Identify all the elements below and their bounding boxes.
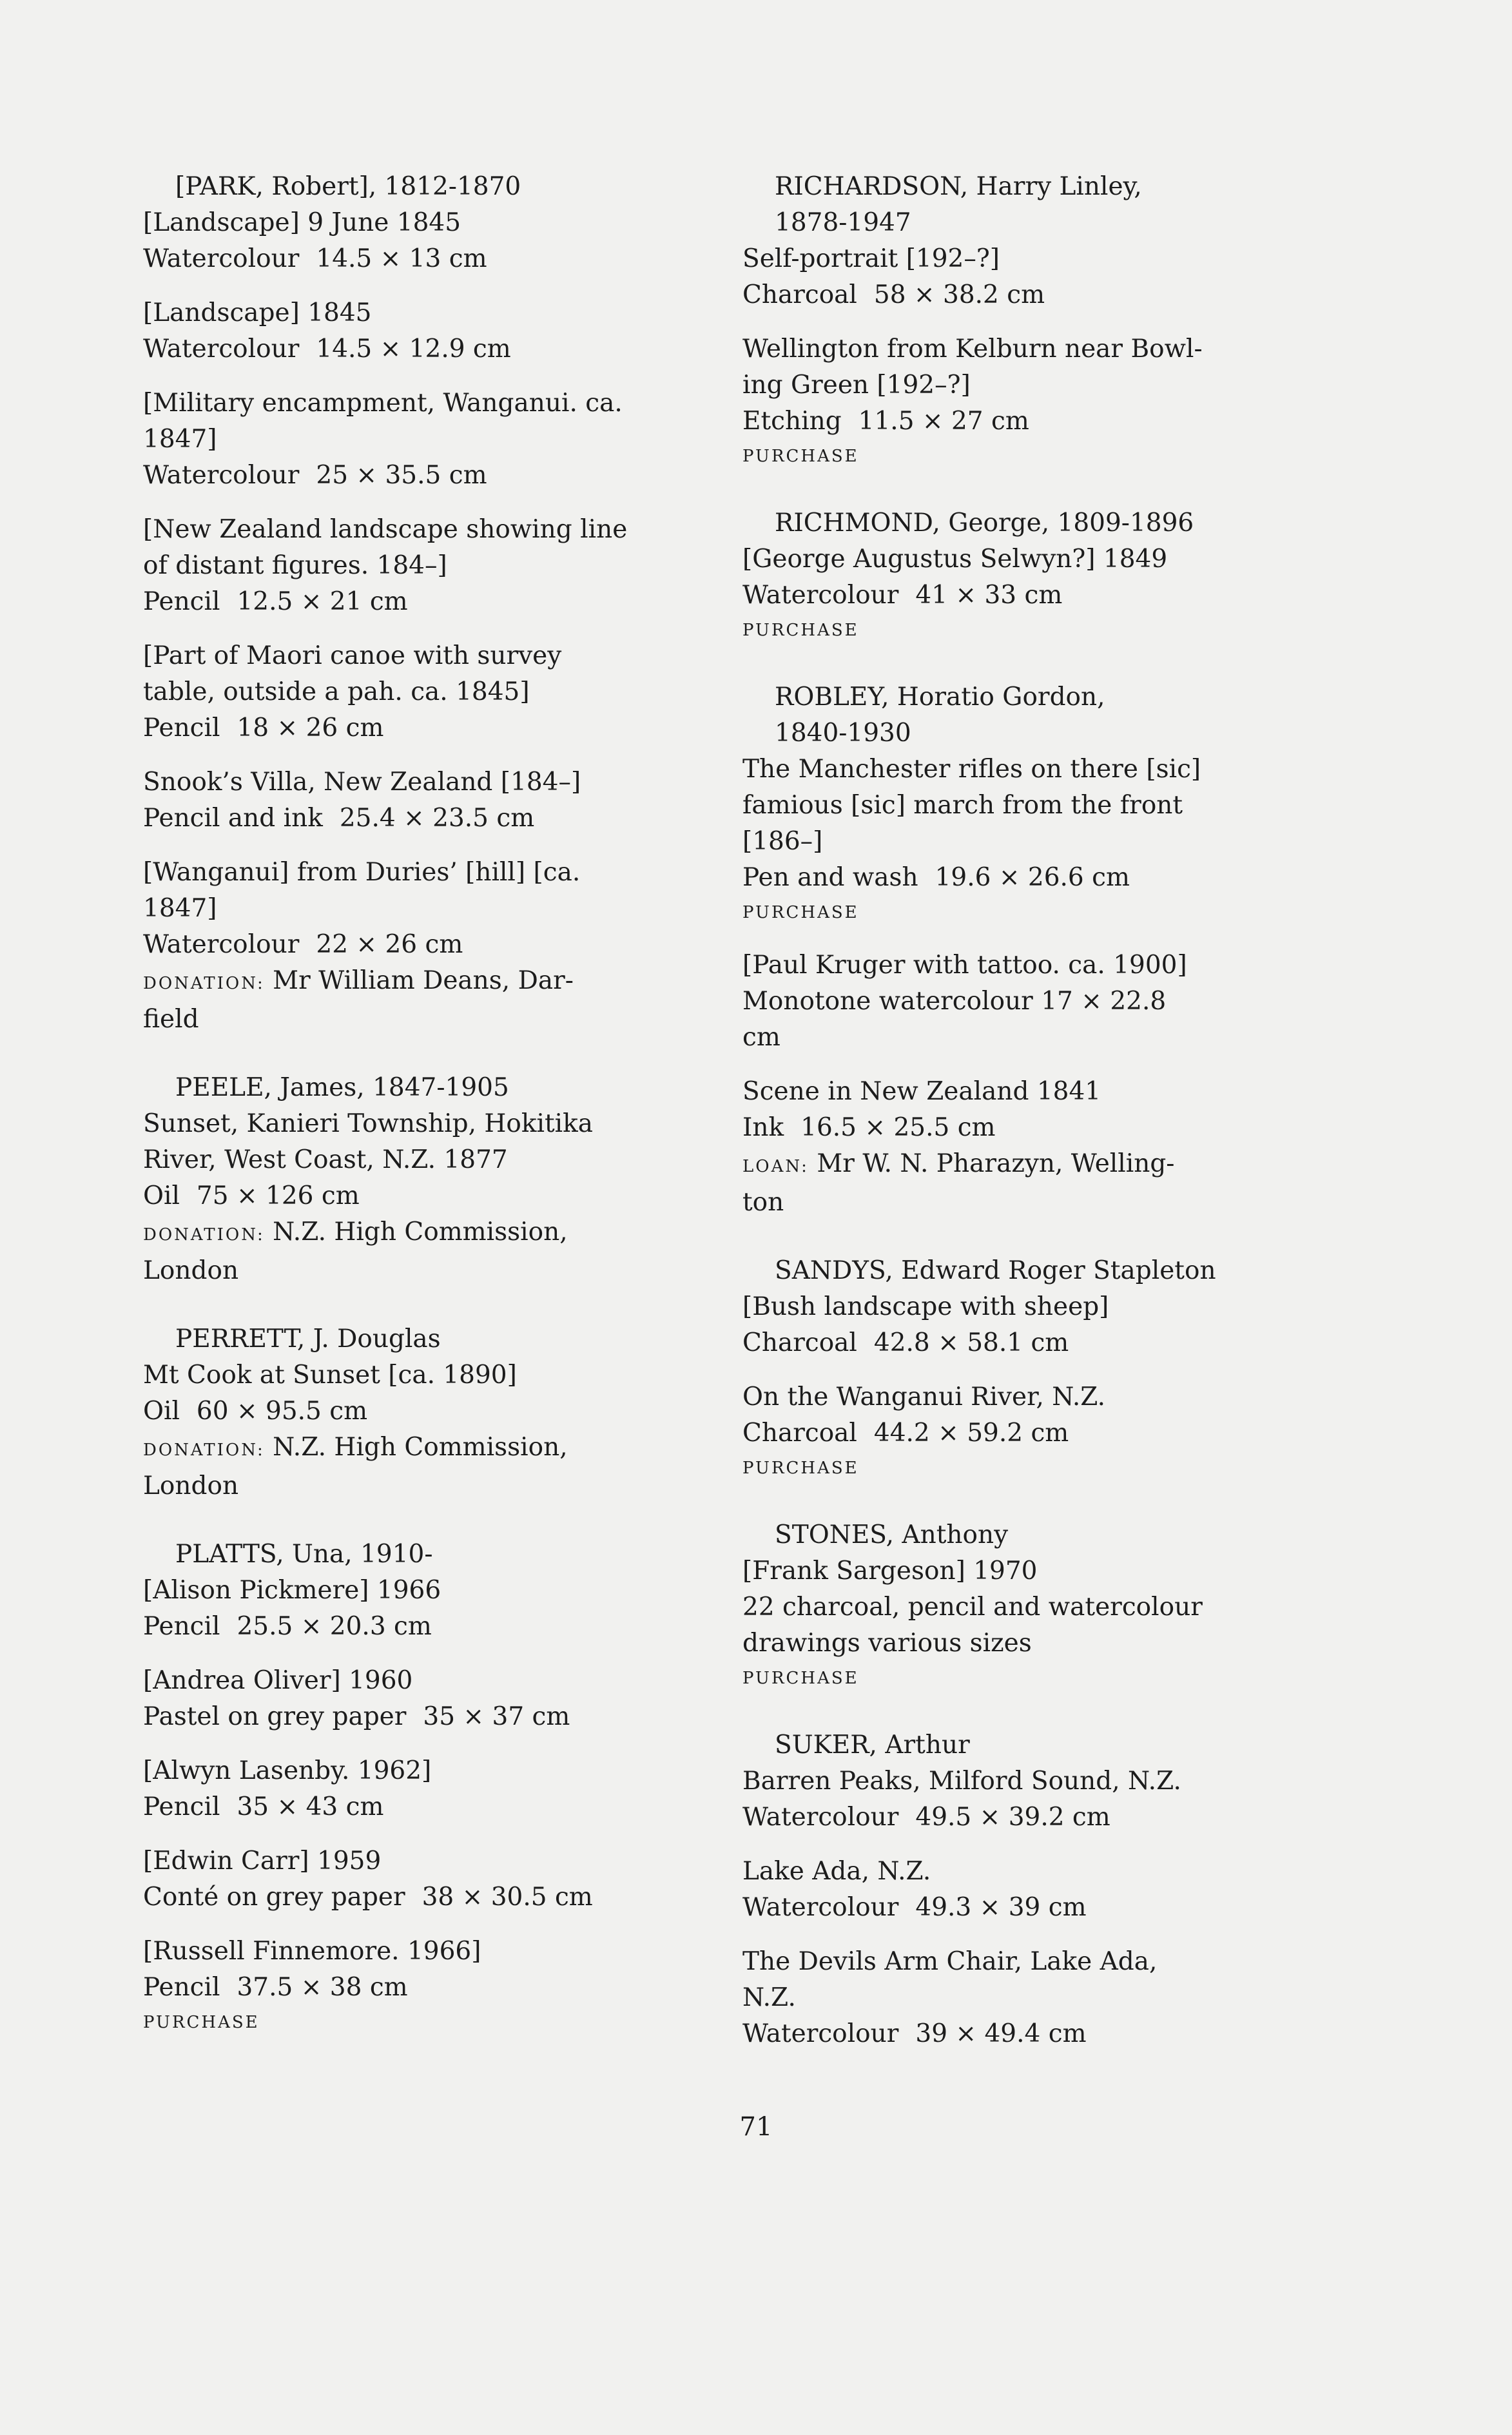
work-medium: [742, 860, 1252, 896]
medium-text: Etching: [742, 407, 842, 436]
provenance-note-continued: London: [143, 1256, 239, 1285]
work-title: Lake Ada, N.Z.: [742, 1857, 931, 1886]
medium-text: Pencil: [143, 1792, 220, 1821]
artist-name: PEELE, James, 1847-1905: [175, 1073, 509, 1102]
work-medium: [742, 577, 1252, 614]
medium-text: Pencil: [143, 713, 220, 742]
artist-entry-suker: [742, 1727, 1252, 2052]
catalogue-item: [742, 1763, 1252, 1836]
medium-text: Watercolour: [143, 335, 300, 364]
work-title-line: [Part of Maori canoe with survey: [143, 641, 562, 670]
catalogue-item: [742, 241, 1252, 313]
work-medium: [143, 1699, 652, 1735]
catalogue-item: [143, 1357, 652, 1504]
medium-text: Charcoal: [742, 280, 857, 309]
dimensions: 39 × 49.4 cm: [915, 2019, 1087, 2048]
medium-text: Watercolour: [742, 1893, 899, 1922]
catalogue-item: [143, 295, 652, 367]
catalogue-item: [742, 1944, 1252, 2052]
catalogue-item: [143, 638, 652, 746]
catalogue-item: [742, 752, 1252, 929]
artist-entry-platts: [143, 1537, 652, 2039]
catalogue-item: [143, 1106, 652, 1289]
work-title: [Andrea Oliver] 1960: [143, 1666, 413, 1695]
acquisition-note: PURCHASE: [742, 1669, 859, 1688]
work-title: [Alison Pickmere] 1966: [143, 1576, 441, 1605]
work-medium: [143, 584, 652, 620]
catalogue-item: [742, 541, 1252, 647]
dimensions: 18 × 26 cm: [237, 713, 384, 742]
catalogue-item: [742, 947, 1252, 1056]
dimensions: 35 × 43 cm: [237, 1792, 384, 1821]
artist-name: SUKER, Arthur: [775, 1731, 970, 1760]
dimensions: 11.5 × 27 cm: [858, 407, 1029, 436]
work-medium: [143, 241, 652, 277]
work-medium: [742, 2016, 1252, 2052]
work-title-line: famious [sic] march from the front: [742, 791, 1183, 820]
acquisition-note: PURCHASE: [742, 621, 859, 640]
work-medium: [143, 331, 652, 367]
artist-entry-park: [143, 169, 652, 1038]
work-medium: [143, 927, 652, 963]
work-title: Snook’s Villa, New Zealand [184–]: [143, 768, 581, 797]
work-medium: [143, 1393, 652, 1430]
acquisition-note: PURCHASE: [742, 447, 859, 466]
catalogue-item: [742, 1379, 1252, 1485]
artist-dates: 1878-1947: [775, 208, 911, 237]
work-medium: [742, 1800, 1252, 1836]
work-medium: [742, 277, 1252, 313]
artist-entry-richmond: [742, 505, 1252, 647]
provenance-note-continued: London: [143, 1471, 239, 1500]
work-title-line: The Devils Arm Chair, Lake Ada,: [742, 1947, 1158, 1976]
dimensions: 35 × 37 cm: [423, 1702, 570, 1731]
medium-text: Pencil: [143, 1973, 220, 2002]
artist-entry-robley: [742, 679, 1252, 1221]
work-title: [Landscape] 9 June 1845: [143, 208, 461, 237]
medium-text: Watercolour: [742, 581, 899, 610]
work-title-line: [Frank Sargeson] 1970: [742, 1557, 1038, 1586]
work-title: [Bush landscape with sheep]: [742, 1292, 1109, 1321]
work-medium: [143, 800, 652, 837]
work-medium: [143, 1609, 652, 1645]
catalogue-item: [742, 1553, 1252, 1695]
work-title: Mt Cook at Sunset [ca. 1890]: [143, 1361, 517, 1390]
work-title-line: [Paul Kruger with tattoo. ca. 1900]: [742, 951, 1187, 980]
work-title-line: River, West Coast, N.Z. 1877: [143, 1145, 508, 1174]
work-title-line: 1847]: [143, 425, 217, 454]
work-medium: [742, 1415, 1252, 1451]
work-title: [Alwyn Lasenby. 1962]: [143, 1756, 432, 1785]
medium-text: Charcoal: [742, 1328, 857, 1357]
acquisition-note: PURCHASE: [143, 2013, 260, 2032]
work-medium: [742, 1110, 1252, 1146]
work-title: Scene in New Zealand 1841: [742, 1077, 1101, 1106]
medium-text: Ink: [742, 1113, 784, 1142]
provenance-label: DONATION:: [143, 1441, 265, 1460]
dimensions: 60 × 95.5 cm: [196, 1397, 368, 1426]
artist-dates: 1840-1930: [775, 719, 911, 748]
dimensions: 75 × 126 cm: [196, 1181, 360, 1210]
medium-text: Watercolour: [742, 1803, 899, 1832]
page-number: 71: [739, 2112, 773, 2142]
catalogue-item: [742, 1289, 1252, 1361]
dimensions: 38 × 30.5 cm: [422, 1883, 593, 1912]
catalogue-item: [143, 205, 652, 277]
work-title: Barren Peaks, Milford Sound, N.Z.: [742, 1767, 1181, 1796]
dimensions: 37.5 × 38 cm: [237, 1973, 408, 2002]
provenance-note: [143, 963, 652, 1002]
dimensions: 58 × 38.2 cm: [873, 280, 1045, 309]
dimensions: 19.6 × 26.6 cm: [935, 863, 1130, 892]
work-title: On the Wanganui River, N.Z.: [742, 1382, 1106, 1412]
artist-name: PLATTS, Una, 1910-: [175, 1540, 433, 1569]
work-title-line: [New Zealand landscape showing line: [143, 515, 628, 544]
work-title-line: Sunset, Kanieri Township, Hokitika: [143, 1109, 594, 1138]
dimensions: 16.5 × 25.5 cm: [800, 1113, 996, 1142]
work-medium-continued: cm: [742, 1023, 780, 1052]
catalogue-item: [143, 1573, 652, 1645]
medium-text: Pastel on grey paper: [143, 1702, 407, 1731]
acquisition-note: PURCHASE: [742, 1459, 859, 1478]
work-title-line: [Military encampment, Wanganui. ca.: [143, 389, 623, 418]
artist-name: [PARK, Robert], 1812-1870: [175, 172, 521, 201]
catalogue-item: [143, 855, 652, 1038]
provenance-note-continued: ton: [742, 1188, 784, 1217]
work-title-line: The Manchester rifles on there [sic]: [742, 755, 1201, 784]
artist-entry-perrett: [143, 1321, 652, 1504]
dimensions: 44.2 × 59.2 cm: [873, 1419, 1069, 1448]
dimensions: 22 × 26 cm: [316, 930, 463, 959]
work-title-line: [Wanganui] from Duries’ [hill] [ca.: [143, 858, 581, 887]
artist-entry-peele: [143, 1070, 652, 1289]
provenance-label: DONATION:: [143, 1225, 265, 1245]
artist-name: STONES, Anthony: [775, 1520, 1009, 1549]
dimensions: 14.5 × 13 cm: [316, 244, 487, 273]
catalogue-item: [143, 1843, 652, 1916]
medium-text: Watercolour: [143, 461, 300, 490]
provenance-label: DONATION:: [143, 974, 265, 993]
provenance-text: N.Z. High Commission,: [264, 1433, 568, 1462]
catalogue-item: [742, 1854, 1252, 1926]
dimensions: 14.5 × 12.9 cm: [316, 335, 511, 364]
catalogue-item: [742, 1074, 1252, 1221]
medium-text: Charcoal: [742, 1419, 857, 1448]
left-column: [143, 169, 652, 2071]
medium-text: Pencil: [143, 587, 220, 616]
work-title-line: 1847]: [143, 894, 217, 923]
provenance-label: LOAN:: [742, 1157, 809, 1176]
medium-text: Conté on grey paper: [143, 1883, 405, 1912]
work-medium: [143, 1789, 652, 1825]
work-title-line: drawings various sizes: [742, 1629, 1032, 1658]
catalogue-item: [143, 1663, 652, 1735]
dimensions: 49.5 × 39.2 cm: [915, 1803, 1110, 1832]
artist-entry-sandys: [742, 1253, 1252, 1485]
medium-text: Pencil: [143, 1612, 220, 1641]
artist-name: PERRETT, J. Douglas: [175, 1324, 441, 1353]
artist-name: RICHARDSON, Harry Linley,: [775, 172, 1142, 201]
medium-text: Oil: [143, 1181, 180, 1210]
work-medium: [742, 1325, 1252, 1361]
catalogue-item: [742, 331, 1252, 473]
provenance-note: [742, 1146, 1252, 1185]
dimensions: 41 × 33 cm: [915, 581, 1063, 610]
medium-text: Watercolour: [143, 244, 300, 273]
work-medium: [143, 710, 652, 746]
work-title: Self-portrait [192–?]: [742, 244, 1000, 273]
dimensions: 25 × 35.5 cm: [316, 461, 487, 490]
catalogue-item: [143, 385, 652, 494]
dimensions: 12.5 × 21 cm: [237, 587, 408, 616]
work-title-line: of distant figures. 184–]: [143, 551, 447, 580]
work-title-line: N.Z.: [742, 1983, 796, 2012]
medium-text: Pen and wash: [742, 863, 918, 892]
provenance-note-continued: field: [143, 1005, 199, 1034]
provenance-note: [143, 1214, 652, 1253]
work-title-line: table, outside a pah. ca. 1845]: [143, 677, 530, 706]
dimensions: 42.8 × 58.1 cm: [873, 1328, 1069, 1357]
work-title: [Russell Finnemore. 1966]: [143, 1937, 481, 1966]
catalogue-item: [143, 512, 652, 620]
provenance-text: Mr William Deans, Dar-: [264, 966, 574, 995]
work-medium: Monotone watercolour 17 × 22.8: [742, 987, 1167, 1016]
provenance-text: Mr W. N. Pharazyn, Welling-: [808, 1149, 1175, 1178]
catalogue-item: [143, 1753, 652, 1825]
work-medium: [143, 458, 652, 494]
medium-text: Pencil and ink: [143, 804, 323, 833]
dimensions: 49.3 × 39 cm: [915, 1893, 1087, 1922]
medium-text: Oil: [143, 1397, 180, 1426]
artist-entry-stones: [742, 1517, 1252, 1695]
dimensions: 25.5 × 20.3 cm: [237, 1612, 432, 1641]
artist-name: ROBLEY, Horatio Gordon,: [775, 683, 1105, 712]
provenance-text: N.Z. High Commission,: [264, 1218, 568, 1247]
work-medium: [742, 403, 1252, 440]
medium-text: Watercolour: [143, 930, 300, 959]
right-column: [742, 169, 1252, 2084]
work-title-line: ing Green [192–?]: [742, 371, 971, 400]
catalogue-item: [143, 764, 652, 837]
catalogue-item: [143, 1934, 652, 2039]
work-title: [George Augustus Selwyn?] 1849: [742, 545, 1168, 574]
work-title-line: [186–]: [742, 827, 823, 856]
medium-text: Watercolour: [742, 2019, 899, 2048]
work-medium: [742, 1890, 1252, 1926]
work-medium: [143, 1879, 652, 1916]
artist-name: SANDYS, Edward Roger Stapleton: [775, 1256, 1216, 1285]
work-medium: [143, 1970, 652, 2006]
work-title-line: Wellington from Kelburn near Bowl-: [742, 335, 1203, 364]
acquisition-note: PURCHASE: [742, 903, 859, 922]
work-title: [Edwin Carr] 1959: [143, 1847, 382, 1876]
work-title-line: 22 charcoal, pencil and watercolour: [742, 1593, 1203, 1622]
artist-entry-richardson: [742, 169, 1252, 473]
artist-name: RICHMOND, George, 1809-1896: [775, 509, 1194, 538]
work-title: [Landscape] 1845: [143, 298, 372, 327]
work-medium: [143, 1178, 652, 1214]
dimensions: 25.4 × 23.5 cm: [339, 804, 535, 833]
provenance-note: [143, 1430, 652, 1468]
